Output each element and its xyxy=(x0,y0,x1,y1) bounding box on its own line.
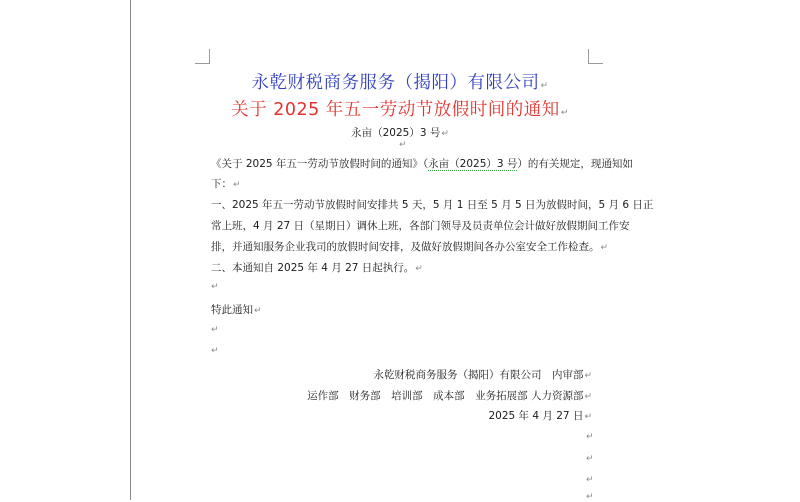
intro-text-b: ）的有关规定，现通知如 xyxy=(517,158,633,170)
signature-line2[interactable] xyxy=(307,388,592,403)
intro-text-a: 《关于 2025 年五一劳动节放假时间的通知》（ xyxy=(211,158,429,170)
closing-line[interactable] xyxy=(211,302,262,317)
item1-text-line2: 常上班，4 月 27 日（星期日）调休上班，各部门领导及员责单位会计做好放假期间工作安 xyxy=(211,220,630,232)
item2-text: 二、本通知自 2025 年 4 月 27 日起执行。 xyxy=(211,262,415,274)
item1-line1[interactable] xyxy=(211,197,653,212)
signature-text-line1: 永乾财税商务服务（揭阳）有限公司 内审部 xyxy=(373,369,584,381)
crop-mark-top-right xyxy=(588,49,603,64)
notice-title-text: 关于 2025 年五一劳动节放假时间的通知 xyxy=(231,100,560,120)
paragraph-mark-icon: ↵ xyxy=(586,475,594,485)
item2-line[interactable] xyxy=(211,260,423,275)
signature-text-line2: 运作部 财务部 培训部 成本部 业务拓展部 人力资源部 xyxy=(307,390,584,402)
paragraph-mark-icon: ↵ xyxy=(584,412,592,422)
paragraph-mark-icon: ↵ xyxy=(560,108,569,118)
crop-mark-top-left xyxy=(195,49,210,64)
signature-line1[interactable] xyxy=(373,367,592,382)
notice-title[interactable] xyxy=(0,96,800,121)
paragraph-mark-icon: ↵ xyxy=(399,140,407,150)
intro-paragraph-line2[interactable] xyxy=(211,176,241,191)
signature-date-text: 2025 年 4 月 27 日 xyxy=(488,410,584,422)
document-number-text: 永亩（2025）3 号 xyxy=(351,127,441,139)
signature-date[interactable] xyxy=(489,408,593,423)
paragraph-mark-icon: ↵ xyxy=(441,129,449,139)
item1-text-line1: 一、2025 年五一劳动节放假时间安排共 5 天，5 月 1 日至 5 月 5 日为放假时间，5 月 6 日正 xyxy=(211,199,654,211)
paragraph-mark-icon: ↵ xyxy=(584,371,592,381)
paragraph-mark-icon: ↵ xyxy=(415,264,423,274)
paragraph-mark-icon: ↵ xyxy=(600,243,609,253)
paragraph-mark-icon: ↵ xyxy=(211,325,219,335)
closing-text: 特此通知 xyxy=(211,304,253,316)
intro-paragraph-line1[interactable] xyxy=(211,156,633,171)
paragraph-mark-icon: ↵ xyxy=(233,180,241,190)
intro-text-line2: 下： xyxy=(211,178,232,190)
document-number[interactable] xyxy=(0,125,800,140)
paragraph-mark-icon: ↵ xyxy=(211,282,219,292)
paragraph-mark-icon: ↵ xyxy=(586,432,594,442)
company-title-text: 永乾财税商务服务（揭阳）有限公司 xyxy=(251,73,540,93)
paragraph-mark-icon: ↵ xyxy=(586,492,594,502)
paragraph-mark-icon: ↵ xyxy=(586,454,594,464)
paragraph-mark-icon: ↵ xyxy=(540,81,549,91)
company-title[interactable] xyxy=(0,69,800,94)
paragraph-mark-icon: ↵ xyxy=(254,306,262,316)
item1-line2[interactable] xyxy=(211,218,630,233)
intro-reference: 永亩（2025）3 号 xyxy=(428,158,518,170)
item1-text-line3: 排，并通知服务企业我司的放假时间安排，及做好放假期间各办公室安全工作检查。 xyxy=(211,241,600,253)
paragraph-mark-icon: ↵ xyxy=(211,346,219,356)
item1-line3[interactable] xyxy=(211,239,608,254)
paragraph-mark-icon: ↵ xyxy=(584,392,592,402)
